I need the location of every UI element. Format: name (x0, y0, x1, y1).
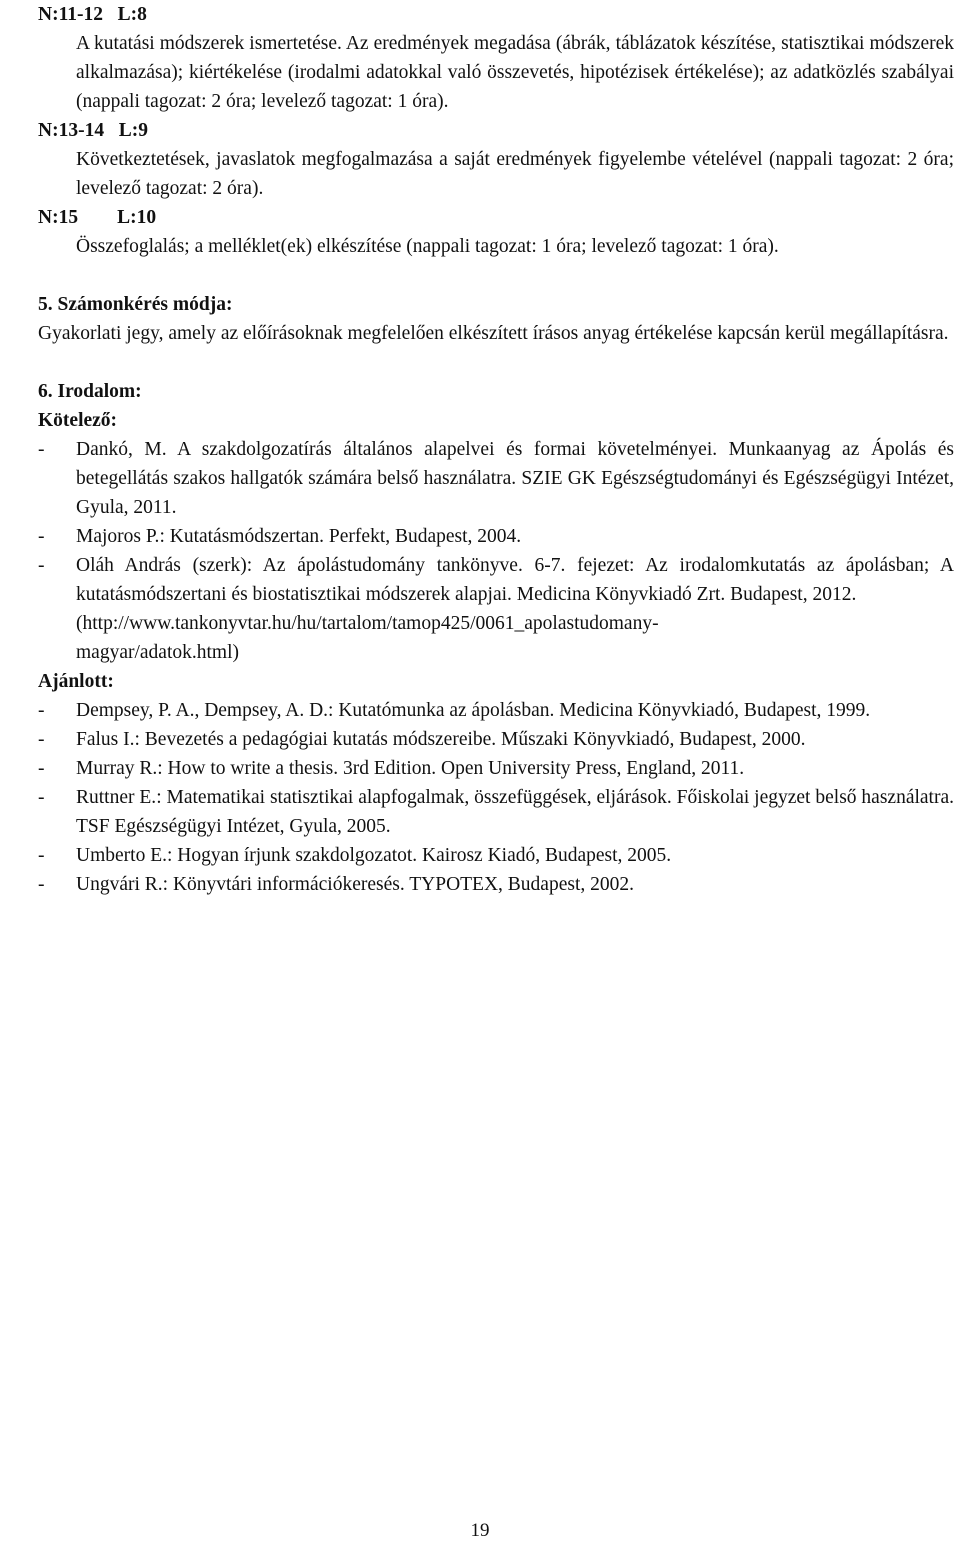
list-item (38, 841, 954, 870)
list-item (38, 435, 954, 522)
reference-text: : Kutatásmódszertan. Perfekt, Budapest, 2004. (159, 526, 522, 547)
reference-url: magyar/adatok.html) (76, 642, 239, 663)
lesson-text: A kutatási módszerek ismertetése. Az eredmények megadása (ábrák, táblázatok készítése, statisztikai módszerek alkalmazása); kiértékelése (irodalmi adatokkal való összevetés, hipotézisek értékelése); az adatközlés szabályai (nappali tagozat: 2 óra; levelező tagozat: 1 óra). (76, 33, 954, 112)
lesson-block-15 (38, 203, 954, 261)
list-item (38, 696, 954, 725)
reference-author: Murray R. (76, 758, 158, 779)
reference-url: (http://www.tankonyvtar.hu/hu/tartalom/tamop425/0061_apolastudomany- (76, 613, 659, 634)
list-item (38, 522, 954, 551)
list-dash: - (38, 874, 45, 895)
recommended-label: Ajánlott: (38, 671, 114, 692)
reference-text: : Bevezetés a pedagógiai kutatás módszereibe. Műszaki Könyvkiadó, Budapest, 2000. (134, 729, 806, 750)
assessment-text: Gyakorlati jegy, amely az előírásoknak megfelelően elkészített írásos anyag értékelése kapcsán kerül megállapításra. (38, 323, 949, 344)
section-heading: 5. Számonkérés módja: (38, 294, 233, 315)
list-item (38, 725, 954, 754)
list-item (38, 754, 954, 783)
reference-text: : How to write a thesis. 3rd Edition. Open University Press, England, 2011. (157, 758, 745, 779)
list-dash: - (38, 439, 45, 460)
mandatory-label: Kötelező: (38, 410, 118, 431)
reference-author: Dempsey, P. A., Dempsey, A. D. (76, 700, 329, 721)
lesson-text: Összefoglalás; a melléklet(ek) elkészítése (nappali tagozat: 1 óra; levelező tagozat: 1 óra). (76, 236, 779, 257)
lesson-header: N:15 L:10 (38, 207, 157, 228)
reference-text: A szakdolgozatírás általános alapelvei és formai követelményei. Munkaanyag az Ápolás és betegellátás szakos hallgatók számára belső használatra. SZIE GK Egészségtudományi és Egészségügyi Intézet, Gyula, 2011. (76, 439, 954, 518)
reference-text: : Kutatómunka az ápolásban. Medicina Könyvkiadó, Budapest, 1999. (328, 700, 871, 721)
reference-text: : Matematikai statisztikai alapfogalmak, összefüggések, eljárások. Főiskolai jegyzet belső használatra. TSF Egészségügyi Intézet, Gyula, 2005. (76, 787, 954, 837)
reference-author: Ruttner E. (76, 787, 157, 808)
lesson-block-13-14 (38, 116, 954, 203)
section-literature (38, 377, 954, 899)
list-dash: - (38, 700, 45, 721)
reference-text: : Az ápolástudomány tankönyve. 6-7. fejezet: Az irodalomkutatás az ápolásban; A kutatásmódszertani és biostatisztikai módszerek alapjai. Medicina Könyvkiadó Zrt. Budapest, 2012. (76, 555, 955, 605)
reference-author: Ungvári R. (76, 874, 163, 895)
list-item (38, 870, 954, 899)
section-heading: 6. Irodalom: (38, 381, 142, 402)
list-dash: - (38, 845, 45, 866)
list-dash: - (38, 758, 45, 779)
list-dash: - (38, 729, 45, 750)
reference-author: Falus I. (76, 729, 135, 750)
list-item (38, 783, 954, 841)
reference-author: Dankó, M. (76, 439, 167, 460)
list-item (38, 551, 954, 667)
list-dash: - (38, 555, 45, 576)
page-number: 19 (470, 1520, 490, 1541)
reference-author: Umberto E. (76, 845, 167, 866)
lesson-header: N:11-12 L:8 (38, 4, 147, 25)
reference-author: Majoros P. (76, 526, 160, 547)
reference-author: Oláh András (szerk) (76, 555, 247, 576)
reference-text: : Hogyan írjunk szakdolgozatot. Kairosz Kiadó, Budapest, 2005. (166, 845, 672, 866)
lesson-header: N:13-14 L:9 (38, 120, 148, 141)
document-page (38, 0, 954, 899)
list-dash: - (38, 787, 45, 808)
list-dash: - (38, 526, 45, 547)
lesson-block-11-12 (38, 0, 954, 116)
lesson-text: Következtetések, javaslatok megfogalmazása a saját eredmények figyelembe vételével (nappali tagozat: 2 óra; levelező tagozat: 2 óra). (76, 149, 954, 199)
reference-text: : Könyvtári információkeresés. TYPOTEX, Budapest, 2002. (162, 874, 634, 895)
section-assessment (38, 290, 954, 348)
